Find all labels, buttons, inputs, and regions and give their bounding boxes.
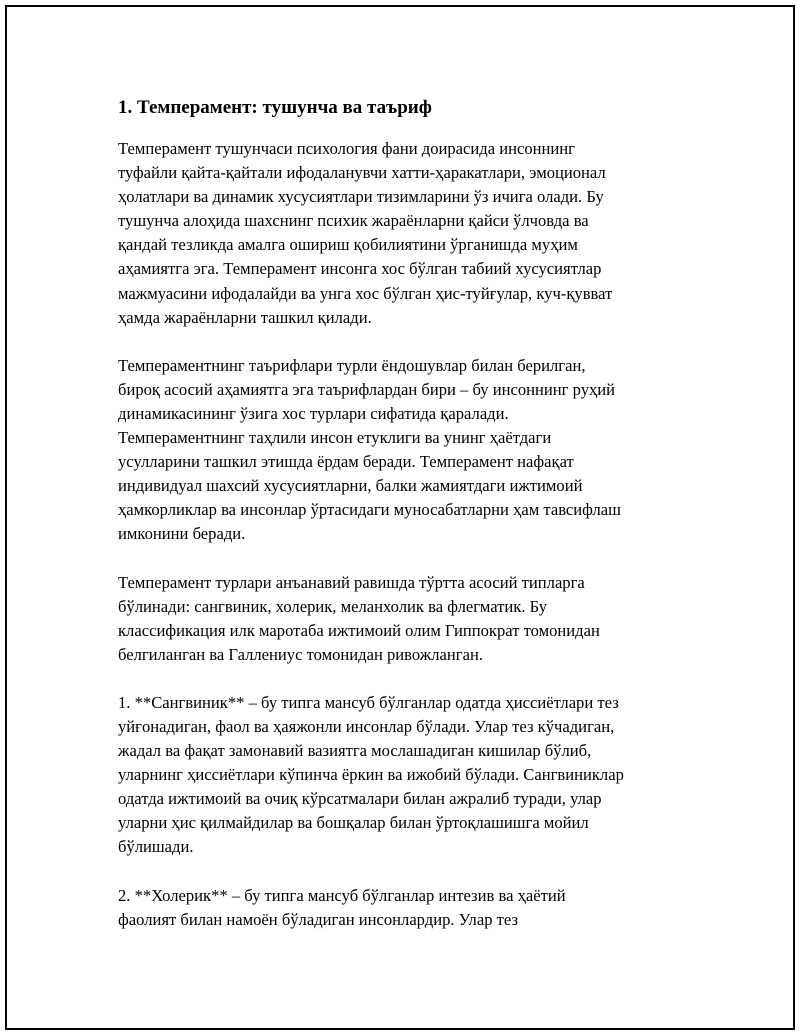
text-line: фаолият билан намоён бўладиган инсонлардир. Улар тез bbox=[118, 909, 519, 929]
document-page bbox=[5, 5, 795, 1030]
text-line: одатда ижтимоий ва очиқ кўрсатмалари билан ажралиб туради, улар bbox=[118, 789, 602, 809]
text-line: 2. **Холерик** – бу типга мансуб бўлганлар интезив ва ҳаётий bbox=[118, 885, 566, 905]
text-line: Темперамент тушунчаси психология фани доирасида инсоннинг bbox=[118, 139, 575, 158]
section-heading: 1. Темперамент: тушунча ва таъриф bbox=[118, 97, 432, 118]
text-line: Темперамент турлари анъанавий равишда тўртта асосий типларга bbox=[118, 572, 585, 592]
text-line: Темпераментнинг таърифлари турли ёндошувлар билан берилган, bbox=[118, 355, 586, 375]
text-line: тушунча алоҳида шахснинг психик жараёнларни қайси ўлчовда ва bbox=[118, 211, 589, 231]
paragraph-choleric bbox=[118, 884, 688, 932]
text-line: ҳамда жараёнларни ташкил қилади. bbox=[118, 307, 372, 327]
text-line: бўлинади: сангвиник, холерик, меланхолик ва флегматик. Бу bbox=[118, 596, 548, 616]
paragraph-sanguine bbox=[118, 691, 688, 860]
text-line: мажмуасини ифодалайди ва унга хос бўлган ҳис-туйғулар, куч-қувват bbox=[118, 283, 613, 303]
text-line: имконини беради. bbox=[118, 524, 246, 544]
document-content bbox=[118, 95, 688, 956]
text-line: ҳолатлари ва динамик хусусиятлари тизимларини ўз ичига олади. Бу bbox=[118, 187, 604, 207]
text-line: белгиланган ва Галлениус томонидан ривожланган. bbox=[118, 644, 483, 664]
text-line: усулларини ташкил этишда ёрдам беради. Темперамент нафақат bbox=[118, 452, 574, 472]
paragraph-approaches bbox=[118, 354, 688, 547]
paragraph-types bbox=[118, 571, 688, 667]
text-line: Темпераментнинг таҳлили инсон етуклиги ва унинг ҳаётдаги bbox=[118, 428, 552, 448]
text-line: 1. **Сангвиник** – бу типга мансуб бўлганлар одатда ҳиссиётлари тез bbox=[118, 692, 619, 712]
text-line: уйғонадиган, фаол ва ҳаяжонли инсонлар бўлади. Улар тез кўчадиган, bbox=[118, 716, 615, 736]
text-line: аҳамиятга эга. Темперамент инсонга хос бўлган табиий хусусиятлар bbox=[118, 259, 602, 279]
text-line: бўлишади. bbox=[118, 837, 194, 857]
text-line: қандай тезликда амалга ошириш қобилиятини ўрганишда муҳим bbox=[118, 235, 578, 255]
text-line: классификация илк маротаба ижтимоий олим Гиппократ томонидан bbox=[118, 620, 600, 640]
text-line: бироқ асосий аҳамиятга эга таърифлардан бири – бу инсоннинг руҳий bbox=[118, 379, 616, 399]
text-line: динамикасининг ўзига хос турлари сифатида қаралади. bbox=[118, 403, 509, 423]
text-line: уларнинг ҳиссиётлари кўпинча ёркин ва ижобий бўлади. Сангвиниклар bbox=[118, 765, 624, 785]
text-line: уларни ҳис қилмайдилар ва бошқалар билан ўртоқлашишга мойил bbox=[118, 813, 589, 833]
text-line: жадал ва фақат замонавий вазиятга мослашадиган кишилар бўлиб, bbox=[118, 741, 592, 761]
paragraph-definition bbox=[118, 137, 688, 330]
text-line: индивидуал шахсий хусусиятларни, балки жамиятдаги ижтимоий bbox=[118, 476, 583, 496]
text-line: ҳамкорликлар ва инсонлар ўртасидаги муносабатларни ҳам тавсифлаш bbox=[118, 500, 621, 520]
text-line: туфайли қайта-қайтали ифодаланувчи хатти-ҳаракатлари, эмоционал bbox=[118, 163, 606, 183]
